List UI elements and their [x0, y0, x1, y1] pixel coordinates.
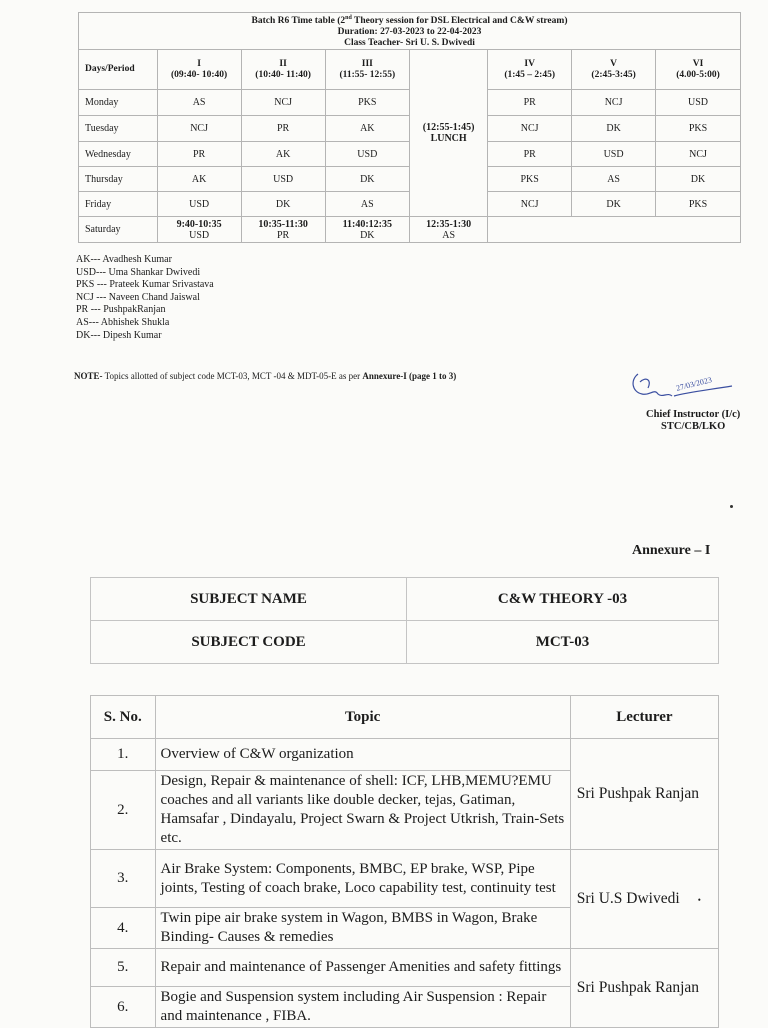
speck: •	[697, 895, 701, 905]
cell: AS	[157, 90, 241, 116]
lecturer-legend	[76, 254, 214, 342]
note-text: Topics allotted of subject code MCT-03, MCT -04 & MDT-05-E as per	[102, 371, 363, 381]
lecturer	[570, 850, 718, 949]
lunch-cell	[410, 50, 488, 217]
title-line-1-rest: Theory session for DSL Electrical and C&W stream)	[351, 16, 568, 27]
sno: 2.	[91, 771, 156, 850]
legend-item: AS--- Abhishek Shukla	[76, 316, 170, 328]
period-header	[572, 50, 656, 90]
topic: Repair and maintenance of Passenger Amenities and safety fittings	[155, 949, 570, 987]
period-header-row	[79, 50, 741, 90]
cell: USD	[325, 142, 409, 167]
cell: DK	[572, 192, 656, 217]
period-time: (10:40- 11:40)	[255, 69, 311, 80]
annexure-heading: Annexure – I	[632, 543, 711, 558]
cell: DK	[656, 167, 741, 192]
topics-table	[90, 695, 719, 1028]
slot-time: 12:35-1:30	[426, 218, 472, 230]
table-row	[91, 739, 719, 771]
note-ref: Annexure-I (page 1 to 3)	[362, 371, 457, 381]
note	[74, 371, 456, 381]
period-header	[656, 50, 741, 90]
cell: AS	[325, 192, 409, 217]
topic: Twin pipe air brake system in Wagon, BMBS in Wagon, Brake Binding- Causes & remedies	[155, 908, 570, 949]
table-row	[91, 850, 719, 908]
saturday-slot	[325, 217, 409, 243]
period-num: VI	[692, 58, 704, 69]
cell: NCJ	[488, 116, 572, 142]
cell: NCJ	[572, 90, 656, 116]
period-header	[157, 50, 241, 90]
sno: 3.	[91, 850, 156, 908]
table-row	[91, 949, 719, 987]
day-label: Monday	[79, 90, 158, 116]
period-num: I	[197, 58, 201, 69]
day-label: Wednesday	[79, 142, 158, 167]
cell: PKS	[488, 167, 572, 192]
lecturer: Sri Pushpak Ranjan	[570, 739, 718, 850]
slot-lecturer: DK	[360, 229, 375, 241]
legend-item: NCJ --- Naveen Chand Jaiswal	[76, 291, 200, 303]
title-line-1: Batch R6 Time table (2	[251, 16, 346, 27]
period-time: (4.00-5:00)	[676, 69, 720, 80]
topic: Overview of C&W organization	[155, 739, 570, 771]
slot-time: 9:40-10:35	[176, 218, 222, 230]
period-header	[241, 50, 325, 90]
cell: DK	[572, 116, 656, 142]
cell: PKS	[656, 116, 741, 142]
legend-item: USD--- Uma Shankar Dwivedi	[76, 266, 201, 278]
topic: Design, Repair & maintenance of shell: ICF, LHB,MEMU?EMU coaches and all variants like double decker, tejas, Gatiman, Hamsafar , Dindayalu, Project Swarn & Project Utkrish, Train-Sets etc.	[155, 771, 570, 850]
cell: NCJ	[157, 116, 241, 142]
period-header	[488, 50, 572, 90]
signature-office: STC/CB/LKO	[661, 421, 726, 432]
speck	[730, 505, 733, 508]
period-time: (1:45 – 2:45)	[504, 69, 556, 80]
cell: PKS	[325, 90, 409, 116]
saturday-slot	[410, 217, 488, 243]
lecturer-name: Sri U.S Dwivedi	[576, 890, 680, 907]
legend-item: PR --- PushpakRanjan	[76, 304, 166, 316]
saturday-slot	[157, 217, 241, 243]
cell: USD	[656, 90, 741, 116]
subject-table	[90, 577, 719, 664]
legend-item: PKS --- Prateek Kumar Srivastava	[76, 279, 214, 291]
period-num: IV	[524, 58, 535, 69]
cell: NCJ	[488, 192, 572, 217]
cell: NCJ	[241, 90, 325, 116]
cell: AK	[241, 142, 325, 167]
sno: 1.	[91, 739, 156, 771]
signature-title: Chief Instructor (I/c)	[646, 409, 741, 420]
days-period-header: Days/Period	[79, 50, 158, 90]
lunch-label: LUNCH	[430, 133, 467, 145]
subject-name-value: C&W THEORY -03	[407, 578, 719, 621]
cell: PKS	[656, 192, 741, 217]
legend-item: DK--- Dipesh Kumar	[76, 329, 162, 341]
sno: 5.	[91, 949, 156, 987]
day-label: Friday	[79, 192, 158, 217]
day-label: Saturday	[79, 217, 158, 243]
topic: Bogie and Suspension system including Air Suspension : Repair and maintenance , FIBA.	[155, 987, 570, 1028]
cell: PR	[488, 90, 572, 116]
cell: USD	[157, 192, 241, 217]
timetable	[78, 12, 741, 243]
cell: USD	[572, 142, 656, 167]
saturday-empty	[488, 217, 741, 243]
note-label: NOTE-	[74, 371, 103, 381]
slot-lecturer: USD	[189, 229, 210, 241]
duration: Duration: 27-03-2023 to 22-04-2023	[337, 27, 482, 38]
cell: NCJ	[656, 142, 741, 167]
cell: AK	[325, 116, 409, 142]
saturday-slot	[241, 217, 325, 243]
sno: 6.	[91, 987, 156, 1028]
saturday-row	[79, 217, 741, 243]
topic-header: Topic	[155, 696, 570, 739]
cell: PR	[241, 116, 325, 142]
legend-item: AK--- Avadhesh Kumar	[76, 254, 172, 265]
period-header	[325, 50, 409, 90]
timetable-title	[79, 13, 741, 50]
signature-block	[646, 409, 740, 433]
topic: Air Brake System: Components, BMBC, EP brake, WSP, Pipe joints, Testing of coach brake, Loco capability test, continuity test	[155, 850, 570, 908]
slot-lecturer: AS	[442, 229, 456, 241]
period-time: (11:55- 12:55)	[339, 69, 396, 80]
lecturer: Sri Pushpak Ranjan	[570, 949, 718, 1028]
class-teacher: Class Teacher- Sri U. S. Dwivedi	[344, 38, 475, 49]
title-sup: nd	[345, 15, 352, 21]
day-label: Thursday	[79, 167, 158, 192]
cell: PR	[157, 142, 241, 167]
period-num: II	[279, 58, 287, 69]
day-label: Tuesday	[79, 116, 158, 142]
sno: 4.	[91, 908, 156, 949]
cell: AS	[572, 167, 656, 192]
cell: DK	[241, 192, 325, 217]
subject-code-value: MCT-03	[407, 621, 719, 664]
signature-date: 27/03/2023	[675, 375, 713, 393]
slot-time: 11:40:12:35	[342, 218, 393, 230]
lunch-time: (12:55-1:45)	[422, 122, 475, 134]
lecturer-header: Lecturer	[570, 696, 718, 739]
subject-name-label: SUBJECT NAME	[91, 578, 407, 621]
cell: DK	[325, 167, 409, 192]
cell: PR	[488, 142, 572, 167]
period-num: V	[610, 58, 618, 69]
slot-time: 10:35-11:30	[258, 218, 308, 230]
period-num: III	[361, 58, 373, 69]
slot-lecturer: PR	[277, 229, 290, 241]
sno-header: S. No.	[91, 696, 156, 739]
cell: USD	[241, 167, 325, 192]
cell: AK	[157, 167, 241, 192]
subject-code-label: SUBJECT CODE	[91, 621, 407, 664]
period-time: (09:40- 10:40)	[171, 69, 228, 80]
period-time: (2:45-3:45)	[591, 69, 636, 80]
